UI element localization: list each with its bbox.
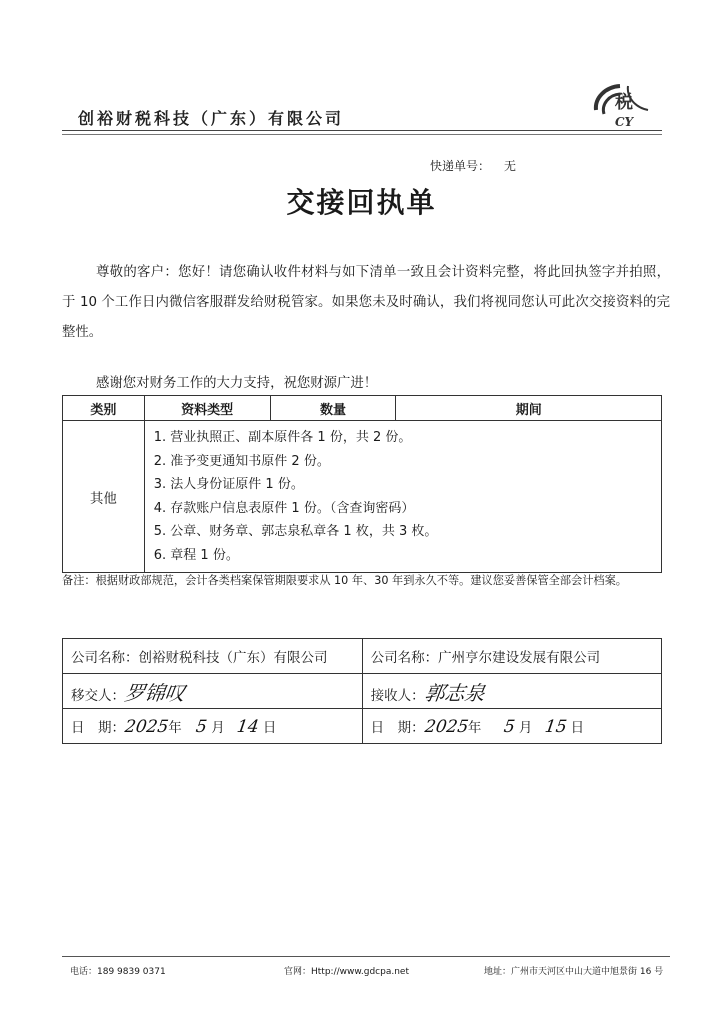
sender-month: 5: [194, 716, 209, 737]
footer-address: 地址：广州市天河区中山大道中旭景街 16 号: [484, 967, 664, 977]
list-item: 4. 存款账户信息表原件 1 份。（含查询密码）: [153, 500, 415, 516]
footer-rule: [62, 956, 670, 957]
year-unit: 年: [467, 719, 482, 736]
company-logo: [590, 80, 654, 132]
table-header-row: [63, 396, 662, 421]
sender-date-label: 日 期：: [71, 719, 125, 736]
header-category: 类别: [63, 396, 145, 421]
sender-day: 14: [235, 716, 261, 737]
header-quantity: 数量: [270, 396, 396, 421]
header-material-type: 资料类型: [144, 396, 270, 421]
sender-label: 移交人：: [71, 687, 125, 704]
sender-date-cell: [63, 709, 363, 744]
category-cell: 其他: [63, 421, 145, 573]
receiver-date-cell: [362, 709, 661, 744]
date-row: [63, 709, 662, 744]
list-item: 2. 准予变更通知书原件 2 份。: [153, 453, 330, 469]
items-cell: [144, 421, 661, 573]
archive-note: 备注：根据财政部规范，会计各类档案保管期限要求从 10 年、30 年到永久不等。建议您妥善保管全部会计档案。: [62, 574, 627, 587]
header-period: 期间: [396, 396, 662, 421]
receiver-label: 接收人：: [370, 687, 425, 704]
signature-table: [62, 638, 662, 744]
sender-company-label: 公司名称：: [71, 650, 139, 666]
day-unit: 日: [262, 719, 277, 736]
document-title: 交接回执单: [286, 186, 437, 219]
logo-glyph: 税: [615, 92, 633, 113]
receiver-month: 5: [502, 716, 516, 737]
receiver-company-label: 公司名称：: [370, 650, 439, 666]
express-number: [430, 157, 516, 174]
intro-paragraph: 尊敬的客户：您好！请您确认收件材料与如下清单一致且会计资料完整，将此回执签字并拍照，于 10 个工作日内微信客服群发给财税管家。如果您未及时确认，我们将视同您认可此次交接资料的完整性。: [62, 265, 670, 340]
sender-company-cell: [63, 639, 363, 674]
table-row: [63, 421, 662, 573]
header-rule-thin: [62, 134, 662, 135]
company-row: [63, 639, 662, 674]
receiver-company-cell: [362, 639, 661, 674]
thanks-line: 感谢您对财务工作的大力支持，祝您财源广进！: [96, 376, 378, 391]
list-item: 3. 法人身份证原件 1 份。: [153, 477, 304, 492]
list-item: 6. 章程 1 份。: [153, 547, 239, 563]
receiver-signature: 郭志泉: [422, 680, 487, 705]
sender-signature: 罗锦叹: [123, 680, 187, 705]
sender-company-value: 创裕财税科技（广东）有限公司: [138, 650, 328, 666]
express-value: 无: [504, 159, 517, 173]
receiver-cell: [362, 674, 661, 709]
receiver-day: 15: [543, 716, 568, 737]
sender-year: 2025: [123, 716, 170, 737]
year-unit: 年: [168, 719, 182, 736]
footer-phone: 电话：189 9839 0371: [70, 967, 166, 977]
receiver-year: 2025: [423, 716, 470, 737]
list-item: 1. 营业执照正、副本原件各 1 份，共 2 份。: [153, 430, 412, 445]
company-name: 创裕财税科技（广东）有限公司: [78, 109, 345, 128]
list-item: 5. 公章、财务章、郭志泉私章各 1 枚，共 3 枚。: [153, 524, 438, 539]
footer-website: 官网：Http://www.gdcpa.net: [284, 967, 409, 977]
person-row: [63, 674, 662, 709]
materials-table: [62, 395, 662, 573]
express-label: 快递单号：: [430, 159, 491, 173]
receiver-date-label: 日 期：: [370, 719, 425, 736]
header-rule: [62, 130, 662, 131]
month-unit: 月: [518, 719, 533, 736]
day-unit: 日: [570, 719, 585, 736]
receiver-company-value: 广州亨尔建设发展有限公司: [438, 650, 601, 666]
month-unit: 月: [211, 719, 225, 736]
logo-text: CY: [614, 115, 634, 129]
sender-cell: [63, 674, 363, 709]
